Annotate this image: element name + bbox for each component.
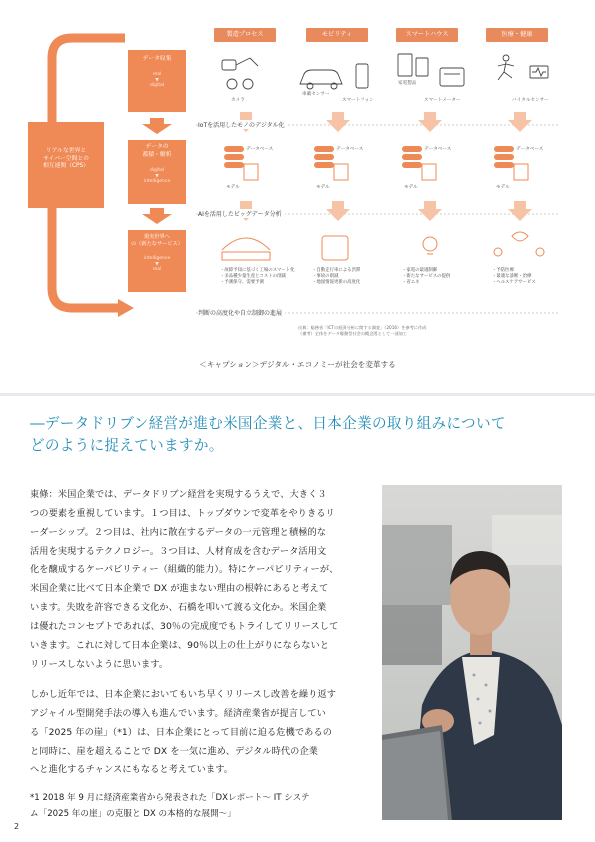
service-icons (222, 232, 544, 260)
footnote (30, 790, 310, 822)
diagram-graphics (0, 0, 595, 345)
para2-line: と同時に、崖を超えることで DX を一気に進め、デジタル時代の企業 (30, 745, 319, 757)
para1-line: リリースしないように思います。 (30, 658, 169, 670)
analyze-sub: digital ▼ intelligence (143, 168, 171, 185)
model-label-3: モデル (404, 185, 418, 190)
device-smartphone: スマートフォン (342, 98, 374, 103)
loop-arrow-head (118, 299, 134, 317)
dx-diagram (0, 0, 595, 345)
para1-line: 化を醸成するケーパビリティー（組織的能力）。特にケーパビリティーが、 (30, 564, 339, 576)
para1-line: つの要素を重視しています。１つ目は、トップダウンで変革をやりきるリ (30, 507, 335, 519)
para1-line: 活用を実現するテクノロジー。３つ目は、人材育成を含むデータ活用文 (30, 545, 327, 557)
bullets-mobility: ・自動走行車による渋滞 ・事故の削減 ・地図情報更新の高度化 (312, 268, 361, 286)
device-icons (222, 54, 548, 89)
category-smarthouse: スマートハウス (396, 28, 458, 42)
interviewee-photo (382, 485, 562, 820)
bullets-smarthouse: ・家電の最適制御 ・新たなサービスの提供 ・省エネ (402, 268, 451, 286)
device-car-sensor: 車載センサー (302, 92, 330, 97)
band-iot: IoTを活用したモノのデジタル化 (198, 120, 288, 129)
figure-source: 出典：総務省「ICTの経済分析に関する調査」（2016）を参考に作成 （備考）全体をデータ駆動型社会の概念図として一部加工 (298, 325, 427, 337)
para2-line: へと進化するチャンスにもなると考えています。 (30, 764, 234, 776)
category-mobility: モビリティ (306, 28, 368, 42)
down-arrow-2 (142, 208, 172, 224)
device-appliance: 家電製品 (398, 81, 417, 86)
para1-line: は優れたコンセプトであれば、30％の完成度でもトライしてリリースして (30, 620, 339, 632)
section-divider (0, 393, 595, 396)
collect-sub: real ▼ digital (149, 72, 165, 89)
down-arrow-1 (142, 118, 172, 134)
db-label-1: データベース (246, 147, 274, 152)
heading-line-1: ―データドリブン経営が進む米国企業と、日本企業の取り組みについて (30, 415, 506, 432)
cps-label: リアルな世界と サイバー空間との 相互連関（CPS） (42, 148, 89, 170)
model-label-2: モデル (316, 185, 330, 190)
paragraph-1 (30, 486, 338, 674)
collect-title: データ収集 (142, 56, 172, 62)
footnote-line: ム「2025 年の崖」の克服と DX の本格的な展開～」 (30, 809, 236, 819)
model-label-1: モデル (226, 185, 240, 190)
db-label-2: データベース (336, 147, 364, 152)
category-manufacturing: 製造プロセス (214, 28, 276, 42)
service-title: 現実世界へ の（新たなサービス） (131, 234, 183, 247)
device-smart-meter: スマートメーター (424, 98, 461, 103)
category-healthcare: 医療・健康 (486, 28, 548, 42)
analyze-title: データの 蓄積・解析 (142, 144, 172, 158)
para1-line: います。失敗を許容できる文化か、石橋を叩いて渡る文化か。米国企業 (30, 602, 327, 614)
para2-line: る「2025 年の崖」（*1）は、日本企業にとって目前に迫る危機であるの (30, 726, 332, 738)
bullets-manufacturing: ・故障予知に基づく工場のスマート化 ・多品種少量生産とコストの削減 ・予測保守、需要予測 (220, 268, 295, 286)
para2-line: しかし近年では、日本企業においてもいち早くリリースし改善を繰り返す (30, 689, 337, 700)
para1-line: いきます。これに対して日本企業は、90％以上の仕上がりにならないと (30, 639, 330, 651)
heading-line-2: どのように捉えていますか。 (30, 437, 224, 454)
footnote-line: *1 2018 年 9 月に経済産業省から発表された「DXレポート～ IT システ (30, 793, 310, 803)
band-ai: AIを活用したビッグデータ分析 (198, 209, 285, 218)
model-label-4: モデル (496, 185, 510, 190)
bullets-healthcare: ・予防医療 ・最適な診断・治療 ・ヘルスケアサービス (492, 268, 536, 286)
para1-line: 米国企業に比べて日本企業で DX が進まない理由の根幹にあると考えて (30, 583, 329, 595)
para1-line: ーダーシップ。２つ目は、社内に散在するデータの一元管理と積極的な (30, 526, 327, 538)
page-number: 2 (14, 822, 20, 831)
para2-line: アジャイル型開発手法の導入も進んでいます。経済産業省が提言してい (30, 707, 326, 719)
photo-illustration (382, 485, 562, 820)
device-camera: カメラ (231, 98, 245, 103)
db-label-3: データベース (424, 147, 452, 152)
question-heading (30, 413, 570, 457)
paragraph-2 (30, 686, 336, 780)
service-sub: intelligence ▼ real (143, 256, 171, 273)
band-judgement: 判断の高度化や自立制御の進展 (198, 308, 285, 317)
device-vital-sensor: バイタルセンサー (512, 98, 549, 103)
para1-line: 東條：米国企業では、データドリブン経営を実現するうえで、大きく３ (30, 489, 327, 500)
figure-caption: ＜キャプション＞デジタル・エコノミーが社会を変革する (199, 360, 396, 369)
db-label-4: データベース (516, 147, 544, 152)
